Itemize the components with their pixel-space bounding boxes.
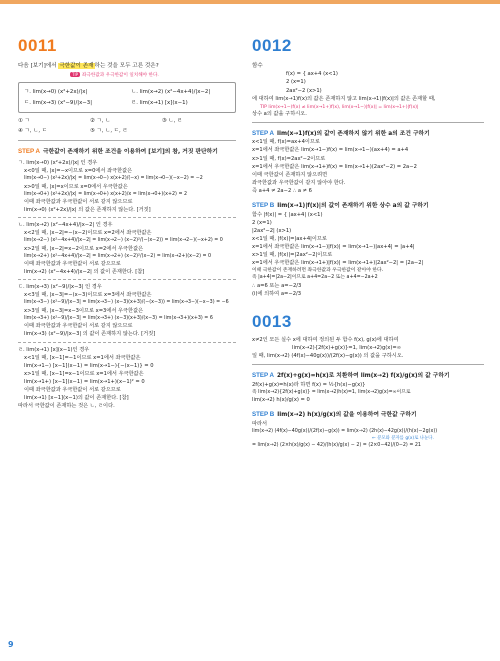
question-0013-line: x≠2인 모든 실수 x에 대하여 정의된 두 함수 f(x), g(x)에 대하여: [252, 336, 399, 343]
choice-3: ③ ㄴ, ㄹ: [161, 117, 183, 124]
tip-line: [70, 72, 236, 78]
solution-line: 따라서: [252, 421, 268, 428]
problem-number-0011: 0011: [18, 36, 57, 55]
solution-line: ㄴ. lim(x→2) (x²−4x+4)/|x−2| 인 경우: [18, 222, 113, 229]
solution-line: x<0일 때, |x|=−x이므로 x=0에서 좌극한값은: [24, 168, 133, 175]
step-a-heading-0013: [252, 371, 484, 381]
step-b-tag: STEP B: [252, 411, 275, 419]
solution-line: lim(x→3) (x²−9)/|x−3| 의 값이 존재하지 않는다. [거짓]: [24, 331, 156, 338]
solution-line: ㄷ. lim(x→3) (x²−9)/|x−3| 인 경우: [18, 284, 102, 291]
left-column: [18, 0, 236, 410]
choice-5: ⑤ ㄱ, ㄴ, ㄷ, ㄹ: [89, 127, 128, 134]
solution-line: ㄱ. lim(x→0) (x²+2x)/|x| 인 경우: [18, 160, 98, 167]
solution-line: |2ax²−2| (x>1): [252, 227, 292, 234]
solution-line: (i)에 의하여 a=−2/3: [252, 290, 302, 297]
solution-line: x<1일 때, |f(x)|=|ax+4|이므로: [252, 235, 327, 242]
step-b-tag: STEP B: [252, 201, 275, 209]
solution-line: 2f(x)+g(x)=h(x)라 하면 f(x) = ½{h(x)−g(x)}: [252, 381, 366, 388]
solution-line: lim(x→1+) [x−1](x−1) = lim(x→1+)(x−1)² = 0: [24, 378, 145, 385]
question-0012-ask: 상수 a의 값을 구하시오.: [252, 110, 307, 117]
problem-number-0013: 0013: [252, 311, 292, 331]
dashed-divider: [18, 342, 236, 343]
solution-line: 즉 |a+4|=|2a−2|이므로 a+4=2a−2 또는 a+4=−2a+2: [252, 275, 378, 281]
step-a-tag: STEP A: [252, 129, 275, 137]
dashed-divider: [18, 279, 236, 280]
step-a-tag: STEP A: [252, 372, 275, 380]
solution-line: ㄹ. lim(x→1) [x](x−1)인 경우: [18, 346, 90, 353]
page-number: 9: [8, 640, 14, 649]
step-b-text: lim(x→2) h(x)/g(x)의 값을 이용하여 극한값 구하기: [277, 412, 417, 419]
function-line: f(x) = { ax+4 (x<1): [286, 71, 338, 78]
solution-line: lim(x→3+) (x²−9)/|x−3| = lim(x→3+) (x−3)(x+3)/(x−3) = lim(x→3+)(x+3) = 6: [24, 315, 213, 321]
solution-line: 이때 극한값이 존재하지 않으려면: [252, 171, 328, 178]
step-a-tag: STEP A: [18, 148, 41, 156]
side-note: ← 분모와 분자를 g(x)로 나눈다.: [372, 435, 434, 441]
divider: [252, 122, 484, 123]
solution-line: x>1일 때, f(x)=2ax²−2이므로: [252, 155, 326, 162]
question-pre: 다음 [보기]에서: [18, 63, 59, 69]
question-highlight: 극한값이 존재: [59, 63, 94, 69]
solution-line: 2 (x=1): [252, 219, 272, 226]
solution-line: 좌극한값과 우극한값이 같지 않아야 한다.: [252, 179, 346, 186]
solution-line: lim(x→0−) (x²+2x)/|x| = lim(x→0−) x(x+2)/(−x) = lim(x→0−)(−x−2) = −2: [24, 176, 203, 182]
step-a-heading-0012: [252, 129, 484, 139]
step-a-text: 2f(x)+g(x)=h(x)로 치환하여 lim(x→2) f(x)/g(x)의 값 구하기: [277, 373, 450, 380]
solution-line: lim(x→2) h(x)/g(x) = 0: [252, 397, 310, 404]
step-b-text: lim(x→1)|f(x)|의 값이 존재하기 위한 상수 a의 값 구하기: [277, 202, 429, 209]
solution-line: lim(x→1) [x−1](x−1)의 값이 존재한다. [참]: [24, 394, 129, 401]
choice-4: ④ ㄱ, ㄴ, ㄷ: [18, 127, 48, 134]
step-b-heading-0013: [252, 410, 484, 420]
solution-line: 이때 좌극한값과 우극한값이 서로 같으므로: [24, 261, 121, 268]
solution-line: x<3일 때, |x−3|=−(x−3)이므로 x=3에서 좌극한값은: [24, 292, 152, 299]
dashed-divider: [18, 217, 236, 218]
solution-line: 이때 극한값이 존재하려면 좌극한값과 우극한값이 같아야 한다.: [252, 267, 384, 273]
solution-line: x=1에서 우극한값은 lim(x→1+)|f(x)| = lim(x→1+)|2ax²−2| = |2a−2|: [252, 259, 424, 266]
solution-line: 이때 좌극한값과 우극한값이 서로 같지 않으므로: [24, 199, 133, 206]
solution-line: x<1일 때, f(x)=ax+4이므로: [252, 139, 320, 146]
tip-line-0012: TIP lim(x→1−)f(x) ≠ lim(x→1+)f(x), lim(x→1−)|f(x)| = lim(x→1+)|f(x)|: [260, 104, 419, 110]
tip-badge: TIP: [72, 72, 79, 78]
bogi-item: ㄱ. lim(x→0) (x²+2x)/|x|: [24, 89, 88, 96]
step-a-heading: [18, 147, 236, 157]
divider: [18, 140, 236, 141]
solution-line: 즉 lim(x→2){2f(x)+g(x)} = lim(x→2)h(x)=1, lim(x→2)g(x)=∞이므로: [252, 389, 411, 395]
solution-line: x=1에서 좌극한값은 lim(x→1−)|f(x)| = lim(x→1−)|ax+4| = |a+4|: [252, 243, 415, 250]
function-line: 2 (x=1): [286, 79, 306, 86]
step-a-text: 극한값이 존재하기 위한 조건을 이용하여 [보기]의 참, 거짓 판단하기: [43, 149, 218, 156]
step-a-text: lim(x→1)f(x)의 값이 존재하지 않기 위한 a의 조건 구하기: [277, 130, 430, 137]
solution-line: 즉 a+4 ≠ 2a−2 ∴ a ≠ 6: [252, 187, 312, 194]
solution-line: x>1일 때, |f(x)|=|2ax²−2|이므로: [252, 251, 333, 258]
solution-line: x=1에서 좌극한값은 lim(x→1−)f(x) = lim(x→1−)(ax+4) = a+4: [252, 147, 409, 154]
answer-choices: [18, 117, 236, 136]
solution-line: lim(x→1−) [x−1](x−1) = lim(x→1−){−(x−1)} = 0: [24, 362, 154, 369]
solution-line: = lim(x→2) (2×h(x)/g(x) − 42)/(h(x)/g(x) − 2) = (2×0−42)/(0−2) = 21: [252, 443, 421, 449]
solution-line: lim(x→3−) (x²−9)/|x−3| = lim(x→3−) (x−3)(x+3)/(−(x−3)) = lim(x→3−)(−x−3) = −6: [24, 300, 229, 306]
solution-line: 이때 좌극한값과 우극한값이 서로 같으므로: [24, 386, 121, 393]
solution-line: x>0일 때, |x|=x이므로 x=0에서 우극한값은: [24, 183, 128, 190]
solution-line: lim(x→0) (x²+2x)/|x| 의 값은 존재하지 않는다. [거짓]: [24, 207, 151, 214]
solution-0011: [18, 159, 236, 410]
solution-line: x<1일 때, [x−1]=−1이므로 x=1에서 좌극한값은: [24, 354, 141, 361]
choice-1: ① ㄱ: [18, 117, 30, 124]
solution-line: lim(x→2−) (x²−4x+4)/|x−2| = lim(x→2−) (x−2)²/(−(x−2)) = lim(x→2−)(−x+2) = 0: [24, 238, 223, 244]
step-b-heading-0012: [252, 201, 484, 211]
solution-line: lim(x→2) (x²−4x+4)/|x−2| 의 값이 존재한다. [참]: [24, 269, 145, 276]
question-0012-intro: 함수: [252, 63, 263, 69]
choice-2: ② ㄱ, ㄴ: [89, 117, 111, 124]
function-def: [252, 70, 484, 94]
divider: [252, 364, 484, 365]
bogi-box: [18, 82, 236, 113]
solution-line: lim(x→2) (4f(x)−40g(x))/(2f(x)−g(x)) = lim(x→2) (2h(x)−42g(x))/(h(x)−2g(x)): [252, 429, 438, 435]
bogi-item: ㄷ. lim(x→3) (x²−9)/|x−3|: [24, 99, 93, 106]
bogi-item: ㄹ. lim(x→1) [x](x−1): [131, 99, 188, 106]
solution-line: 따라서 극한값이 존재하는 것은 ㄴ, ㄹ이다.: [18, 402, 115, 409]
problem-number-0012: 0012: [252, 36, 292, 55]
solution-line: ∴ a=6 또는 a=−2/3: [252, 282, 302, 289]
question-0013-line: lim(x→2){2f(x)+g(x)}=1, lim(x→2)g(x)=∞: [292, 344, 402, 351]
solution-line: x=1에서 우극한값은 lim(x→1+)f(x) = lim(x→1+)(2ax²−2) = 2a−2: [252, 163, 417, 170]
function-line: 2ax²−2 (x>1): [286, 87, 322, 94]
question-0012-line: 에 대하여 lim(x→1)f(x)의 값은 존재하지 않고 lim(x→1)|f(x)|의 값은 존재할 때,: [252, 95, 436, 102]
solution-line: x<2일 때, |x−2|=−(x−2)이므로 x=2에서 좌극한값은: [24, 230, 152, 237]
solution-line: lim(x→0+) (x²+2x)/|x| = lim(x→0+) x(x+2)/x = lim(x→0+)(x+2) = 2: [24, 191, 188, 197]
solution-line: x>2일 때, |x−2|=x−2이므로 x=2에서 우극한값은: [24, 245, 144, 252]
solution-line: 이때 좌극한값과 우극한값이 서로 같지 않으므로: [24, 323, 133, 330]
solution-line: lim(x→2+) (x²−4x+4)/|x−2| = lim(x→2+) (x−2)²/(x−2) = lim(x→2+)(x−2) = 0: [24, 253, 212, 259]
right-column: [252, 0, 484, 450]
solution-line: x>3일 때, |x−3|=x−3이므로 x=3에서 우극한값은: [24, 307, 144, 314]
tip-text: 좌극한값과 우극한값이 일치해야 한다.: [82, 73, 159, 79]
solution-line: x>1일 때, [x−1]=x−1이므로 x=1에서 우극한값은: [24, 370, 144, 377]
question-post: 하는 것을 모두 고른 것은?: [94, 63, 159, 69]
question-0011: [18, 62, 236, 70]
solution-line: 함수 |f(x)| = { |ax+4| (x<1): [252, 211, 323, 218]
bogi-item: ㄴ. lim(x→2) (x²−4x+4)/|x−2|: [131, 89, 211, 96]
question-0013-line: 일 때, lim(x→2) (4f(x)−40g(x))/(2f(x)−g(x)) 의 값을 구하시오.: [252, 353, 404, 360]
